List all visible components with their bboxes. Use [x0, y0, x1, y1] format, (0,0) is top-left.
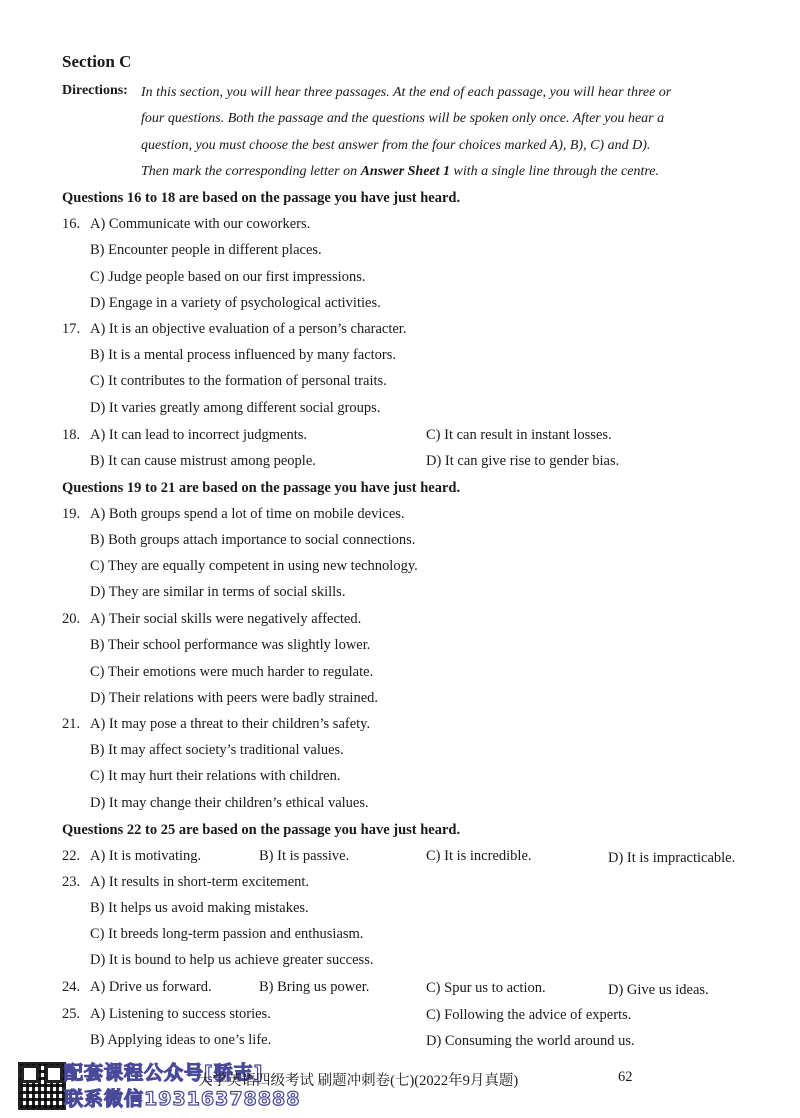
question-number: 16. [62, 216, 81, 232]
option-d: D) They are similar in terms of social skills. [90, 584, 346, 600]
group-header: Questions 16 to 18 are based on the passage you have just heard. [62, 190, 461, 206]
question-number: 25. [62, 1006, 81, 1022]
footer-title: 大学英语四级考试 刷题冲刺卷(七)(2022年9月真题) [198, 1073, 519, 1089]
directions-line-4 [141, 164, 659, 180]
question-number: 24. [62, 979, 81, 995]
option-a: A) It is an objective evaluation of a person’s character. [90, 321, 407, 337]
option-d: D) Give us ideas. [608, 982, 709, 998]
option-a: A) It can lead to incorrect judgments. [90, 427, 308, 443]
option-b: B) It may affect society’s traditional values. [90, 742, 344, 758]
option-b: B) Applying ideas to one’s life. [90, 1032, 272, 1048]
option-a: A) Their social skills were negatively affected. [90, 611, 362, 627]
option-d: D) It varies greatly among different social groups. [90, 400, 381, 416]
option-b: B) It can cause mistrust among people. [90, 453, 316, 469]
option-b: B) Encounter people in different places. [90, 242, 322, 258]
option-c: C) It breeds long-term passion and enthusiasm. [90, 926, 364, 942]
question-number: 20. [62, 611, 81, 627]
option-a: A) Both groups spend a lot of time on mobile devices. [90, 506, 405, 522]
option-d: D) It is bound to help us achieve greater success. [90, 952, 374, 968]
option-c: C) It may hurt their relations with children. [90, 768, 341, 784]
option-c: C) Spur us to action. [426, 980, 546, 996]
group-header: Questions 19 to 21 are based on the passage you have just heard. [62, 480, 461, 496]
directions-line-2: four questions. Both the passage and the questions will be spoken only once. After you hear a [141, 111, 665, 126]
question-number: 22. [62, 848, 81, 864]
directions-line-3: question, you must choose the best answer from the four choices marked A), B), C) and D). [141, 138, 651, 153]
option-b: B) Both groups attach importance to social connections. [90, 532, 416, 548]
question-number: 21. [62, 716, 81, 732]
option-c: C) It is incredible. [426, 848, 532, 864]
option-d: D) It is impracticable. [608, 850, 736, 866]
option-b: B) It helps us avoid making mistakes. [90, 900, 309, 916]
question-number: 18. [62, 427, 81, 443]
option-a: A) It is motivating. [90, 848, 202, 864]
option-b: B) Their school performance was slightly lower. [90, 637, 371, 653]
option-d: D) Consuming the world around us. [426, 1033, 635, 1049]
option-d: D) It may change their children’s ethical values. [90, 795, 369, 811]
answer-sheet-label: Answer Sheet 1 [360, 164, 451, 179]
option-c: C) Their emotions were much harder to regulate. [90, 664, 374, 680]
option-c: C) It can result in instant losses. [426, 427, 612, 443]
option-c: C) Judge people based on our first impressions. [90, 269, 366, 285]
option-a: A) Listening to success stories. [90, 1006, 271, 1022]
section-title: Section C [62, 52, 132, 71]
question-number: 19. [62, 506, 81, 522]
watermark-line-2: 联系微信19316378888 [64, 1088, 301, 1110]
option-b: B) It is passive. [259, 848, 350, 864]
option-d: D) Their relations with peers were badly strained. [90, 690, 379, 706]
question-number: 17. [62, 321, 81, 337]
option-a: A) Communicate with our coworkers. [90, 216, 311, 232]
option-a: A) It may pose a threat to their children’s safety. [90, 716, 371, 732]
option-c: C) Following the advice of experts. [426, 1007, 632, 1023]
page-number: 62 [618, 1069, 633, 1085]
watermark-line-1: 配套课程公众号[骄志] [64, 1062, 264, 1084]
option-a: A) It results in short-term excitement. [90, 874, 310, 890]
option-d: D) It can give rise to gender bias. [426, 453, 620, 469]
option-b: B) It is a mental process influenced by many factors. [90, 347, 397, 363]
directions-text: with a single line through the centre. [450, 164, 659, 179]
option-c: C) It contributes to the formation of personal traits. [90, 373, 387, 389]
option-a: A) Drive us forward. [90, 979, 212, 995]
option-b: B) Bring us power. [259, 979, 370, 995]
directions-text: Then mark the corresponding letter on [141, 164, 361, 179]
group-header: Questions 22 to 25 are based on the passage you have just heard. [62, 822, 461, 838]
question-number: 23. [62, 874, 81, 890]
option-d: D) Engage in a variety of psychological activities. [90, 295, 381, 311]
qr-code-icon [18, 1062, 66, 1110]
option-c: C) They are equally competent in using new technology. [90, 558, 418, 574]
directions-line-1: In this section, you will hear three passages. At the end of each passage, you will hear three or [141, 85, 672, 100]
directions-label: Directions: [62, 83, 128, 98]
